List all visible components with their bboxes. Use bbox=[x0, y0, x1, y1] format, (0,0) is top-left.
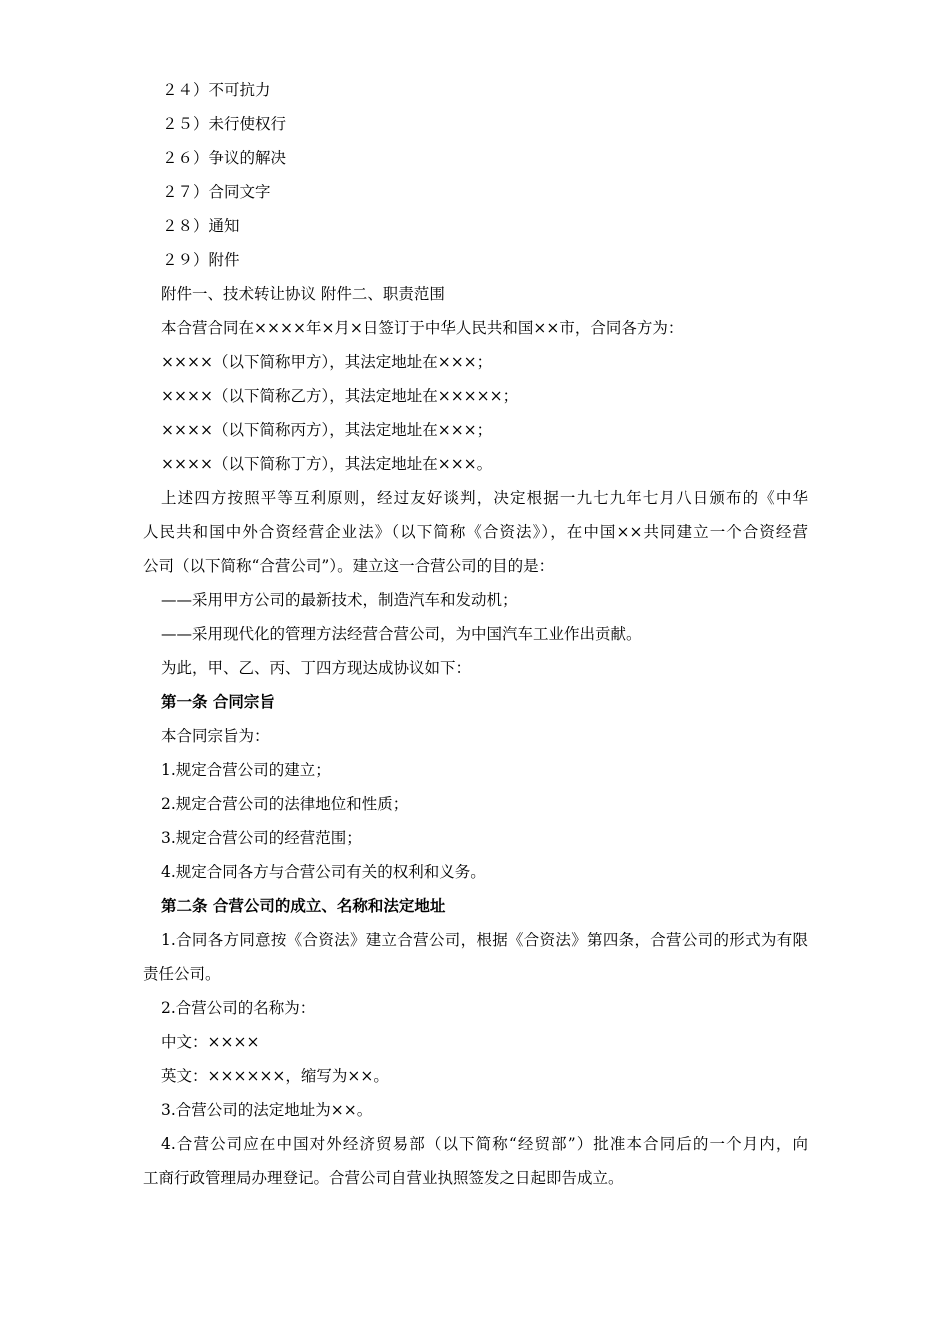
article-item: 2.合营公司的名称为： bbox=[161, 999, 316, 1017]
toc-item: ２７）合同文字 bbox=[162, 183, 271, 201]
annex-line: 附件一、技术转让协议 附件二、职责范围 bbox=[161, 285, 445, 303]
party-line: ××××（以下简称丁方），其法定地址在×××。 bbox=[161, 455, 493, 473]
article-item: 3.规定合营公司的经营范围； bbox=[161, 829, 362, 847]
purpose-line: ——采用甲方公司的最新技术，制造汽车和发动机； bbox=[161, 591, 518, 609]
preamble-line: 公司（以下简称“合营公司”）。建立这一合营公司的目的是： bbox=[143, 557, 555, 575]
article-heading: 第一条 合同宗旨 bbox=[161, 692, 275, 711]
article-item: 2.规定合营公司的法律地位和性质； bbox=[161, 795, 409, 813]
company-name-cn: 中文：×××× bbox=[161, 1033, 260, 1051]
toc-item: ２５）未行使权行 bbox=[162, 115, 287, 133]
party-line: ××××（以下简称丙方），其法定地址在×××； bbox=[161, 421, 493, 439]
article-item-cont: 责任公司。 bbox=[143, 965, 221, 983]
toc-item: ２８）通知 bbox=[162, 217, 240, 235]
agreement-line: 为此，甲、乙、丙、丁四方现达成协议如下： bbox=[161, 659, 472, 677]
article-heading: 第二条 合营公司的成立、名称和法定地址 bbox=[161, 896, 446, 915]
article-item: 3.合营公司的法定地址为××。 bbox=[161, 1101, 373, 1119]
intro-paragraph: 本合营合同在××××年×月×日签订于中华人民共和国××市，合同各方为： bbox=[161, 319, 684, 337]
article-item: 1.合同各方同意按《合资法》建立合营公司，根据《合资法》第四条，合营公司的形式为有限 bbox=[161, 931, 808, 949]
toc-item: ２６）争议的解决 bbox=[162, 149, 287, 167]
preamble-line: 上述四方按照平等互利原则，经过友好谈判，决定根据一九七九年七月八日颁布的《中华 bbox=[161, 489, 808, 507]
article-lead: 本合同宗旨为： bbox=[161, 727, 270, 745]
preamble-line: 人民共和国中外合资经营企业法》（以下简称《合资法》），在中国××共同建立一个合资经营 bbox=[143, 523, 808, 541]
company-name-en: 英文：××××××，缩写为××。 bbox=[161, 1067, 389, 1085]
purpose-line: ——采用现代化的管理方法经营合营公司，为中国汽车工业作出贡献。 bbox=[161, 625, 642, 643]
party-line: ××××（以下简称甲方），其法定地址在×××； bbox=[161, 353, 493, 371]
party-line: ××××（以下简称乙方），其法定地址在×××××； bbox=[161, 387, 519, 405]
article-item-cont: 工商行政管理局办理登记。合营公司自营业执照签发之日起即告成立。 bbox=[143, 1169, 624, 1187]
article-item: 4.规定合同各方与合营公司有关的权利和义务。 bbox=[161, 863, 486, 881]
toc-item: ２４）不可抗力 bbox=[162, 81, 271, 99]
article-item: 4.合营公司应在中国对外经济贸易部（以下简称“经贸部”）批准本合同后的一个月内，向 bbox=[161, 1135, 808, 1153]
document-page bbox=[0, 73, 950, 1195]
toc-item: ２９）附件 bbox=[162, 251, 240, 269]
article-item: 1.规定合营公司的建立； bbox=[161, 761, 331, 779]
